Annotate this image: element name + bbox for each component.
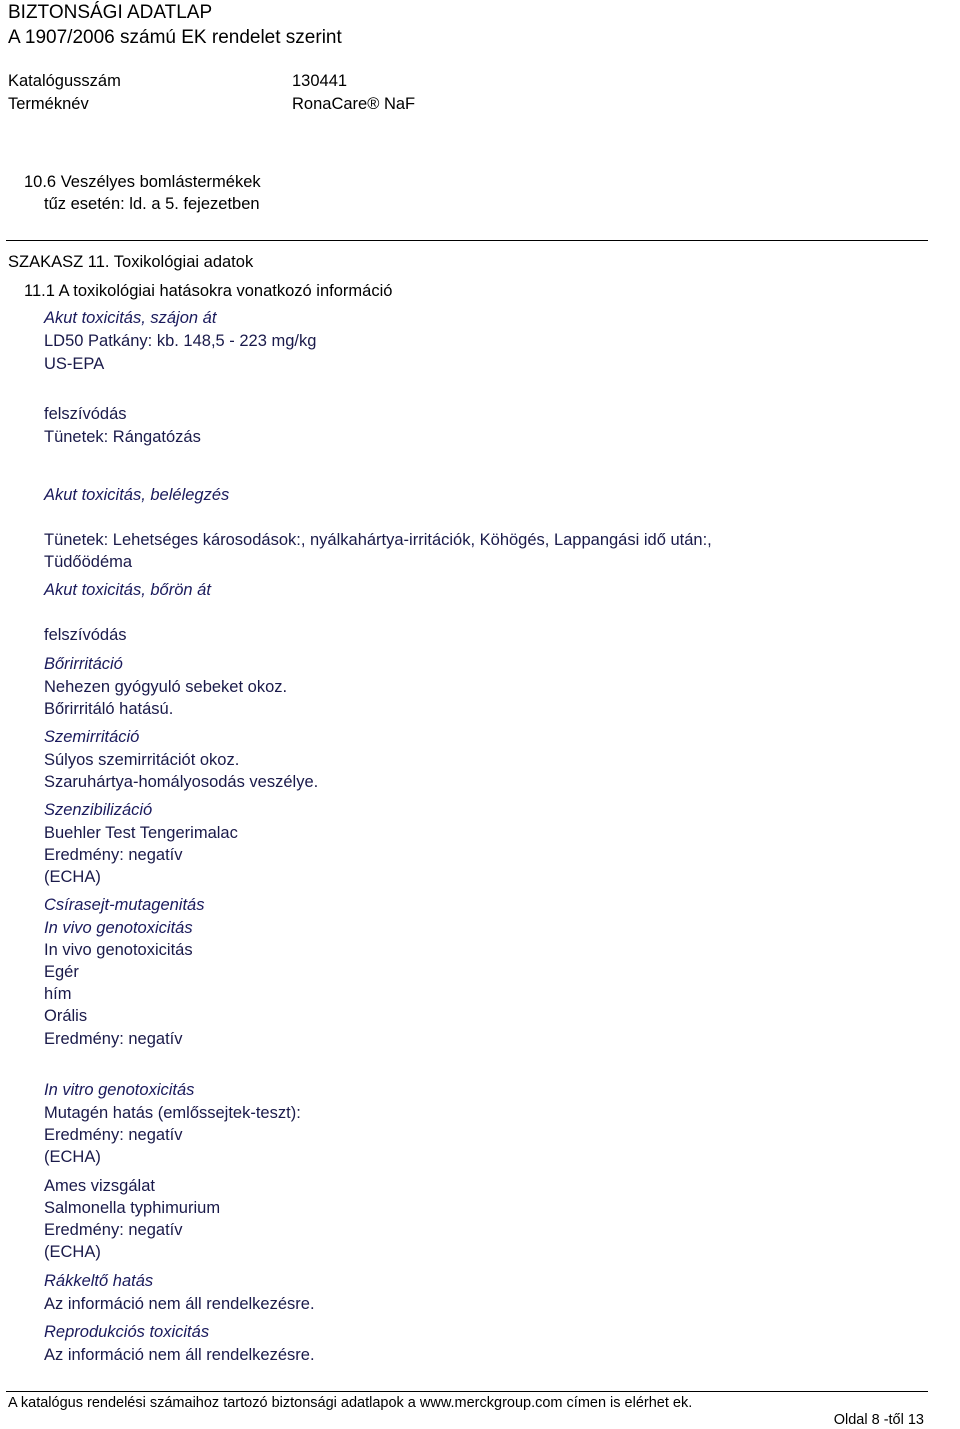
section-11-heading: SZAKASZ 11. Toxikológiai adatok	[8, 253, 254, 271]
dermal-toxicity-title: Akut toxicitás, bőrön át	[44, 581, 211, 599]
in-vitro-3: (ECHA)	[44, 1148, 101, 1166]
sensitisation-1: Buehler Test Tengerimalac	[44, 824, 238, 842]
in-vivo-1: In vivo genotoxicitás	[44, 941, 193, 959]
ames-4: (ECHA)	[44, 1243, 101, 1261]
skin-irritation-1: Nehezen gyógyuló sebeket okoz.	[44, 678, 288, 696]
regulation-line: A 1907/2006 számú EK rendelet szerint	[8, 27, 342, 48]
absorption-1-symptoms: Tünetek: Rángatózás	[44, 428, 201, 446]
eye-irritation-1: Súlyos szemirritációt okoz.	[44, 751, 240, 769]
oral-method: US-EPA	[44, 355, 105, 373]
footer-divider	[6, 1391, 928, 1392]
mutagenicity-title: Csírasejt-mutagenitás	[44, 896, 205, 914]
inhalation-symptoms-2: Tüdőödéma	[44, 553, 133, 571]
catalog-value: 130441	[292, 72, 348, 90]
page-number: Oldal 8 -től 13	[833, 1412, 924, 1428]
catalog-label: Katalógusszám	[8, 72, 121, 90]
in-vivo-4: Orális	[44, 1007, 88, 1025]
in-vitro-2: Eredmény: negatív	[44, 1126, 183, 1144]
reproductive-toxicity-1: Az információ nem áll rendelkezésre.	[44, 1346, 315, 1364]
section-10-6-text: tűz esetén: ld. a 5. fejezetben	[44, 195, 260, 213]
carcinogenicity-title: Rákkeltő hatás	[44, 1272, 154, 1290]
section-10-6-heading: 10.6 Veszélyes bomlástermékek	[24, 173, 261, 191]
carcinogenicity-1: Az információ nem áll rendelkezésre.	[44, 1295, 315, 1313]
in-vivo-title: In vivo genotoxicitás	[44, 919, 193, 937]
inhalation-symptoms-1: Tünetek: Lehetséges károsodások:, nyálkahártya-irritációk, Köhögés, Lappangási idő után:,	[44, 531, 712, 549]
sensitisation-2: Eredmény: negatív	[44, 846, 183, 864]
skin-irritation-2: Bőrirritáló hatású.	[44, 700, 174, 718]
section-divider	[6, 240, 928, 241]
document-title: BIZTONSÁGI ADATLAP	[8, 2, 213, 23]
absorption-1: felszívódás	[44, 405, 127, 423]
ames-3: Eredmény: negatív	[44, 1221, 183, 1239]
sensitisation-title: Szenzibilizáció	[44, 801, 153, 819]
ames-1: Ames vizsgálat	[44, 1177, 155, 1195]
inhalation-toxicity-title: Akut toxicitás, belélegzés	[44, 486, 230, 504]
in-vivo-5: Eredmény: negatív	[44, 1030, 183, 1048]
absorption-2: felszívódás	[44, 626, 127, 644]
reproductive-toxicity-title: Reprodukciós toxicitás	[44, 1323, 210, 1341]
in-vitro-title: In vitro genotoxicitás	[44, 1081, 195, 1099]
product-value: RonaCare® NaF	[292, 95, 416, 113]
eye-irritation-2: Szaruhártya-homályosodás veszélye.	[44, 773, 319, 791]
ames-2: Salmonella typhimurium	[44, 1199, 221, 1217]
in-vivo-3: hím	[44, 985, 72, 1003]
skin-irritation-title: Bőrirritáció	[44, 655, 123, 673]
product-label: Terméknév	[8, 95, 89, 113]
oral-toxicity-title: Akut toxicitás, szájon át	[44, 309, 217, 327]
sensitisation-3: (ECHA)	[44, 868, 101, 886]
section-11-1-heading: 11.1 A toxikológiai hatásokra vonatkozó információ	[24, 282, 393, 300]
in-vivo-2: Egér	[44, 963, 79, 981]
in-vitro-1: Mutagén hatás (emlőssejtek-teszt):	[44, 1104, 301, 1122]
footer-note: A katalógus rendelési számaihoz tartozó biztonsági adatlapok a www.merckgroup.com címen is elérhet ek.	[8, 1395, 693, 1411]
eye-irritation-title: Szemirritáció	[44, 728, 140, 746]
oral-ld50: LD50 Patkány: kb. 148,5 - 223 mg/kg	[44, 332, 317, 350]
